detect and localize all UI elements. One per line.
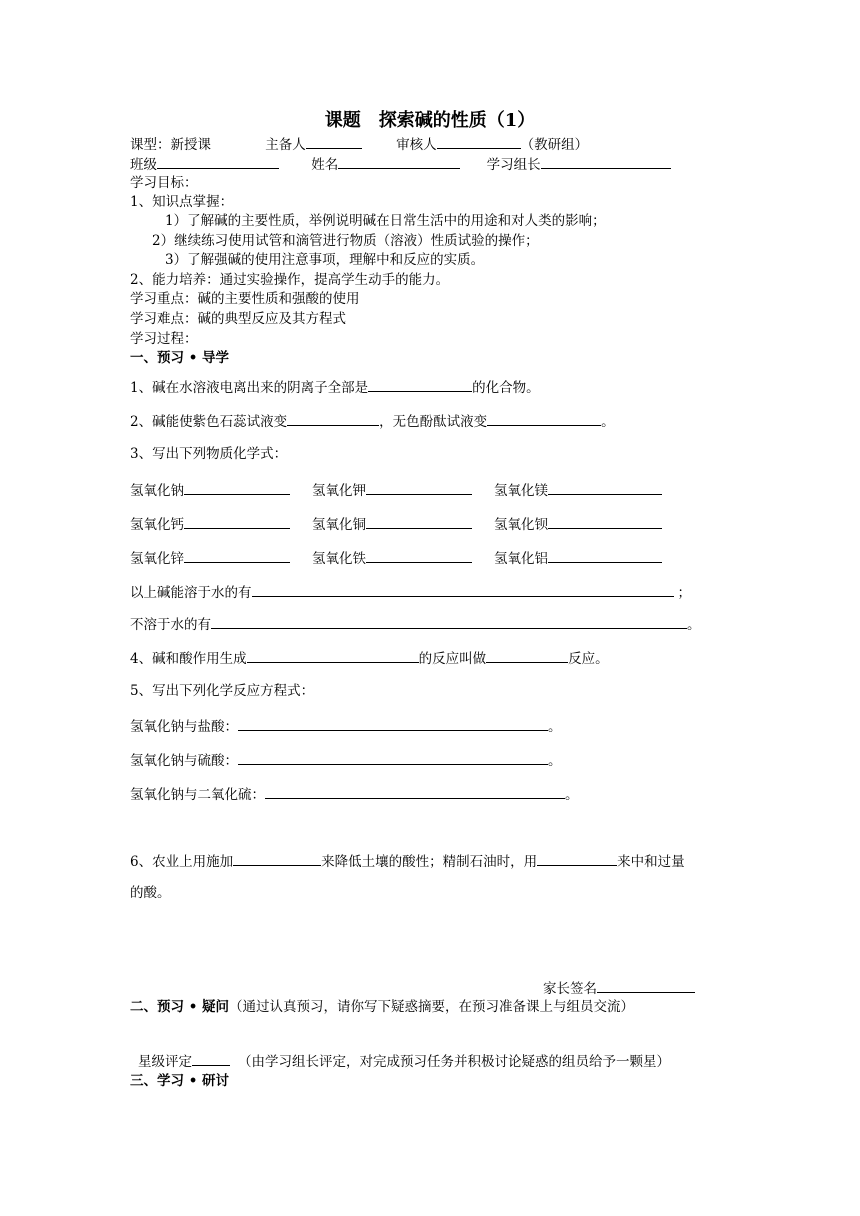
header-row-1 — [130, 134, 588, 154]
parent-signature: 家长签名 — [543, 978, 695, 998]
question-4: 4、碱和酸作用生成 的反应叫做 反应。 — [130, 648, 609, 668]
q2-blank-2[interactable] — [487, 411, 601, 426]
question-2 — [130, 411, 615, 431]
question-5: 5、写出下列化学反应方程式： — [130, 683, 315, 699]
class-field[interactable] — [157, 154, 279, 169]
section-2-note: （通过认真预习，请你写下疑惑摘要，在预习准备课上与组员交流） — [229, 999, 635, 1015]
chem-item: 氢氧化钠 — [130, 479, 290, 499]
leader-field[interactable] — [541, 154, 671, 169]
chem-item: 氢氧化铝 — [494, 547, 662, 567]
equation-2: 氢氧化钠与硫酸： 。 — [130, 750, 562, 770]
chem-blank[interactable] — [184, 514, 290, 529]
star-rating: 星级评定 （由学习组长评定，对完成预习任务并积极讨论疑惑的组员给予一颗星） — [138, 1051, 670, 1071]
question-6-cont: 的酸。 — [130, 885, 171, 901]
objective-1: 1）了解碱的主要性质，举例说明碱在日常生活中的用途和对人类的影响； — [165, 213, 606, 229]
section-3-heading: 三、学习 • 研讨 — [130, 1073, 230, 1089]
chem-item: 氢氧化铁 — [312, 547, 472, 567]
reviewer-suffix: （教研组） — [520, 137, 589, 153]
chem-item: 氢氧化镁 — [494, 479, 662, 499]
q2-middle: ，无色酚酞试液变 — [379, 414, 488, 430]
objective-3: 3）了解强碱的使用注意事项，理解中和反应的实质。 — [165, 252, 485, 268]
q1-blank[interactable] — [368, 377, 472, 392]
equation-1: 氢氧化钠与盐酸： 。 — [130, 716, 562, 736]
chem-blank[interactable] — [184, 548, 290, 563]
eq3-blank[interactable] — [265, 784, 565, 799]
q2-suffix: 。 — [601, 414, 615, 430]
q4-blank-1[interactable] — [247, 648, 419, 663]
soluble-blank[interactable] — [252, 582, 674, 597]
chem-blank[interactable] — [366, 480, 472, 495]
q2-text: 2、碱能使紫色石蕊试液变 — [130, 414, 288, 430]
preparer-field[interactable] — [306, 134, 362, 149]
page-title: 课题 探索碱的性质（1） — [324, 110, 536, 131]
chem-blank[interactable] — [366, 548, 472, 563]
q4-blank-2[interactable] — [486, 648, 568, 663]
lesson-type: 课型：新授课 — [130, 137, 211, 153]
chem-item: 氢氧化钡 — [494, 513, 662, 533]
question-6: 6、农业上用施加 来降低土壤的酸性；精制石油时，用 来中和过量 — [130, 851, 685, 871]
q1-suffix: 的化合物。 — [472, 380, 540, 396]
difficulty: 学习难点：碱的典型反应及其方程式 — [130, 311, 346, 327]
header-row-2 — [130, 154, 671, 174]
knowledge-heading: 1、知识点掌握： — [130, 194, 234, 210]
chem-item: 氢氧化锌 — [130, 547, 290, 567]
objectives-heading: 学习目标： — [130, 175, 198, 191]
preparer-label: 主备人 — [265, 137, 306, 153]
insoluble-line: 不溶于水的有 。 — [130, 614, 701, 634]
name-field[interactable] — [338, 154, 460, 169]
q1-text: 1、碱在水溶液电离出来的阴离子全部是 — [130, 380, 369, 396]
q6-blank-1[interactable] — [233, 851, 321, 866]
question-3: 3、写出下列物质化学式： — [130, 446, 288, 462]
chem-item: 氢氧化铜 — [312, 513, 472, 533]
star-rating-field[interactable] — [192, 1051, 230, 1066]
chem-blank[interactable] — [548, 480, 662, 495]
process-heading: 学习过程： — [130, 331, 198, 347]
parent-signature-field[interactable] — [597, 978, 695, 993]
q6-blank-2[interactable] — [537, 851, 617, 866]
class-label: 班级 — [130, 157, 157, 173]
eq1-blank[interactable] — [238, 716, 548, 731]
objective-2: 2）继续练习使用试管和滴管进行物质（溶液）性质试验的操作； — [152, 233, 539, 249]
chem-item: 氢氧化钙 — [130, 513, 290, 533]
section-1-heading: 一、预习 • 导学 — [130, 350, 230, 366]
key-point: 学习重点：碱的主要性质和强酸的使用 — [130, 291, 360, 307]
section-2-heading: 二、预习 • 疑问 — [130, 999, 230, 1015]
eq2-blank[interactable] — [238, 750, 548, 765]
chem-blank[interactable] — [548, 548, 662, 563]
section-2 — [130, 998, 634, 1016]
soluble-line: 以上碱能溶于水的有 ； — [130, 582, 691, 602]
ability-goal: 2、能力培养：通过实验操作，提高学生动手的能力。 — [130, 272, 450, 288]
question-1 — [130, 377, 540, 397]
reviewer-field[interactable] — [437, 134, 521, 149]
chem-blank[interactable] — [184, 480, 290, 495]
chem-item: 氢氧化钾 — [312, 479, 472, 499]
insoluble-blank[interactable] — [211, 614, 687, 629]
chem-blank[interactable] — [366, 514, 472, 529]
chem-blank[interactable] — [548, 514, 662, 529]
name-label: 姓名 — [311, 157, 339, 173]
q2-blank-1[interactable] — [287, 411, 379, 426]
reviewer-label: 审核人 — [396, 137, 437, 153]
leader-label: 学习组长 — [486, 157, 541, 173]
equation-3: 氢氧化钠与二氧化硫： 。 — [130, 784, 579, 804]
